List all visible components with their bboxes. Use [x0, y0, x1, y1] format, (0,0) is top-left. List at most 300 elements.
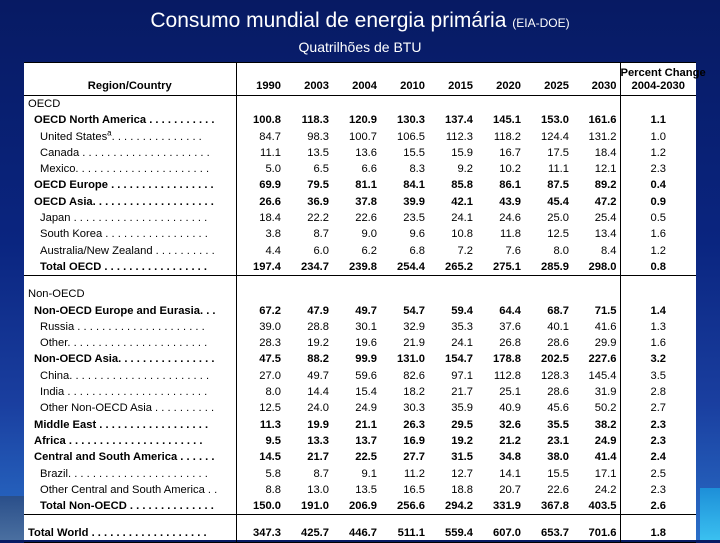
row-label-text: OECD Asia. . . . . . . . . . . . . . . . . . . . [34, 195, 214, 208]
row-label-text: Australia/New Zealand . . . . . . . . . . [40, 244, 215, 257]
table-row [24, 303, 696, 319]
value-cell: 21.7 [451, 386, 473, 399]
row-label-text: Brazil. . . . . . . . . . . . . . . . . . . . . . . [40, 467, 208, 480]
header-year: 2010 [380, 63, 428, 96]
value-cell: 18.2 [403, 386, 425, 399]
percent-change-cell: 1.6 [620, 335, 696, 351]
table-cell [284, 276, 332, 287]
value-cell: 403.5 [572, 498, 620, 515]
table-row [24, 400, 696, 416]
value-cell: 25.0 [547, 212, 569, 225]
row-label-text: South Korea . . . . . . . . . . . . . . . . . [40, 228, 208, 241]
value-cell: 8.3 [409, 163, 425, 176]
value-cell: 8.4 [600, 244, 617, 257]
value-cell: 84.1 [403, 179, 425, 192]
value-cell: 16.5 [403, 483, 425, 496]
value-cell: 15.4 [355, 386, 377, 399]
value-cell: 20.7 [499, 483, 521, 496]
value-cell: 13.6 [355, 146, 377, 159]
value-cell: 12.5 [547, 228, 569, 241]
value-cell: 25.1 [499, 386, 521, 399]
value-cell: 49.7 [355, 304, 377, 317]
table-cell [476, 96, 524, 113]
value-cell: 38.0 [547, 451, 569, 464]
table-row [24, 368, 696, 384]
value-cell: 11.1 [548, 163, 569, 176]
row-label-text: Middle East . . . . . . . . . . . . . . . . . . [34, 418, 209, 431]
table-row [24, 129, 696, 145]
value-cell: 12.1 [594, 163, 617, 176]
value-cell: 47.9 [307, 304, 329, 317]
spacer-row [24, 276, 696, 287]
value-cell: 39.0 [236, 319, 284, 335]
header-year: 2015 [428, 63, 476, 96]
table-cell [524, 96, 572, 113]
value-cell: 37.8 [355, 195, 377, 208]
value-cell: 24.9 [355, 402, 377, 415]
value-cell: 35.3 [451, 320, 473, 333]
table-row [24, 112, 696, 128]
value-cell: 145.4 [588, 369, 617, 382]
row-label [24, 194, 236, 210]
value-cell: 347.3 [236, 525, 284, 542]
table-cell [332, 515, 380, 526]
value-cell: 425.7 [284, 525, 332, 542]
value-cell: 43.9 [499, 195, 521, 208]
value-cell: 154.7 [445, 353, 473, 366]
value-cell: 106.5 [397, 130, 425, 143]
value-cell: 27.0 [236, 368, 284, 384]
table-row [24, 161, 696, 177]
value-cell: 446.7 [332, 525, 380, 542]
value-cell: 118.2 [493, 130, 521, 143]
table-cell [24, 276, 236, 287]
table-row [24, 319, 696, 335]
percent-change-cell: 0.9 [620, 194, 696, 210]
table-cell [524, 286, 572, 302]
value-cell: 27.7 [403, 451, 425, 464]
value-cell: 12.5 [236, 400, 284, 416]
row-label-text: Other Non-OECD Asia . . . . . . . . . . [40, 402, 215, 415]
row-label-text: Central and South America . . . . . . [34, 451, 215, 464]
row-label-text: Other Central and South America . . [40, 483, 218, 496]
value-cell: 24.0 [307, 402, 329, 415]
table-row [24, 259, 696, 276]
value-cell: 22.2 [307, 212, 329, 225]
value-cell: 10.2 [499, 163, 521, 176]
table-cell [572, 286, 620, 302]
table-cell [284, 515, 332, 526]
row-label [24, 482, 236, 498]
value-cell: 47.2 [594, 195, 617, 208]
table-cell [524, 515, 572, 526]
value-cell: 86.1 [499, 179, 521, 192]
table-row [24, 145, 696, 161]
row-label [24, 400, 236, 416]
value-cell: 19.2 [307, 337, 329, 350]
value-cell: 24.6 [499, 212, 521, 225]
value-cell: 42.1 [451, 195, 473, 208]
percent-change-cell: 1.0 [620, 129, 696, 145]
row-label [24, 498, 236, 515]
value-cell: 22.6 [547, 483, 569, 496]
value-cell: 8.7 [313, 228, 329, 241]
value-cell: 31.9 [594, 386, 617, 399]
percent-change-cell: 0.4 [620, 177, 696, 193]
value-cell: 9.5 [236, 433, 284, 449]
value-cell: 607.0 [476, 525, 524, 542]
row-label-text: Japan . . . . . . . . . . . . . . . . . . . . . . [40, 212, 208, 225]
value-cell: 99.9 [355, 353, 377, 366]
value-cell: 100.7 [349, 130, 377, 143]
row-label [24, 161, 236, 177]
table-cell [332, 276, 380, 287]
value-cell: 89.2 [594, 179, 617, 192]
percent-change-cell: 1.2 [620, 243, 696, 259]
percent-change-cell: 1.1 [620, 112, 696, 128]
row-label-text: OECD North America . . . . . . . . . . . [34, 114, 215, 127]
value-cell: 15.9 [451, 146, 473, 159]
value-cell: 59.6 [355, 369, 377, 382]
table-cell [236, 276, 284, 287]
value-cell: 100.8 [236, 112, 284, 128]
row-label-text: Non-OECD Europe and Eurasia. . . [34, 304, 216, 317]
table-row [24, 384, 696, 400]
value-cell: 13.7 [355, 434, 377, 447]
row-label-text: United States [40, 130, 108, 143]
value-cell: 275.1 [476, 259, 524, 276]
value-cell: 153.0 [541, 114, 569, 127]
value-cell: 24.1 [451, 212, 473, 225]
table-cell [620, 515, 696, 526]
value-cell: 28.8 [307, 320, 329, 333]
value-cell: 21.1 [355, 418, 377, 431]
value-cell: 6.6 [361, 163, 377, 176]
row-label [24, 525, 236, 542]
table-cell [236, 515, 284, 526]
value-cell: 331.9 [476, 498, 524, 515]
table-cell [428, 276, 476, 287]
table-row [24, 351, 696, 367]
value-cell: 8.8 [236, 482, 284, 498]
value-cell: 137.4 [445, 114, 473, 127]
value-cell: 112.8 [493, 369, 521, 382]
value-cell: 88.2 [307, 353, 329, 366]
percent-change-cell: 2.3 [620, 417, 696, 433]
value-cell: 16.9 [403, 434, 425, 447]
value-cell: 68.7 [547, 304, 569, 317]
value-cell: 87.5 [547, 179, 569, 192]
value-cell: 82.6 [403, 369, 425, 382]
value-cell: 36.9 [307, 195, 329, 208]
table-cell [284, 96, 332, 113]
table-row [24, 498, 696, 515]
table-cell [620, 286, 696, 302]
row-label-text: Canada . . . . . . . . . . . . . . . . . . . . . [40, 146, 210, 159]
value-cell: 15.5 [547, 467, 569, 480]
value-cell: 145.1 [493, 114, 521, 127]
value-cell: 45.4 [547, 195, 569, 208]
value-cell: 191.0 [284, 498, 332, 515]
percent-change-cell: 3.2 [620, 351, 696, 367]
row-label-text: India . . . . . . . . . . . . . . . . . . . . . . . [40, 386, 208, 399]
value-cell: 32.6 [499, 418, 521, 431]
value-cell: 50.2 [594, 402, 617, 415]
value-cell: 24.9 [594, 434, 617, 447]
header-year: 2030 [572, 63, 620, 96]
value-cell: 256.6 [380, 498, 428, 515]
value-cell: 30.1 [355, 320, 377, 333]
value-cell: 11.2 [404, 467, 425, 480]
row-label-text: Russia . . . . . . . . . . . . . . . . . . . . . [40, 320, 205, 333]
value-cell: 24.1 [451, 337, 473, 350]
header-year: 2025 [524, 63, 572, 96]
table-row [24, 226, 696, 242]
value-cell: 234.7 [284, 259, 332, 276]
value-cell: 29.5 [451, 418, 473, 431]
value-cell: 5.0 [236, 161, 284, 177]
row-label-text: China. . . . . . . . . . . . . . . . . . . . . . . [40, 369, 210, 382]
value-cell: 17.1 [594, 467, 617, 480]
value-cell: 39.9 [403, 195, 425, 208]
value-cell: 97.1 [451, 369, 473, 382]
slide-title-source: (EIA-DOE) [512, 16, 570, 30]
value-cell: 197.4 [236, 259, 284, 276]
value-cell: 79.5 [307, 179, 329, 192]
value-cell: 30.3 [403, 402, 425, 415]
row-label [24, 417, 236, 433]
value-cell: 131.2 [588, 130, 617, 143]
table-cell [476, 515, 524, 526]
value-cell: 653.7 [524, 525, 572, 542]
percent-change-cell: 1.3 [620, 319, 696, 335]
value-cell: 161.6 [588, 114, 617, 127]
value-cell: 40.1 [547, 320, 569, 333]
row-label-text: Africa . . . . . . . . . . . . . . . . . . . . . . [34, 434, 203, 447]
energy-consumption-table [24, 62, 706, 543]
table-row [24, 335, 696, 351]
value-cell: 22.6 [355, 212, 377, 225]
table-row [24, 417, 696, 433]
value-cell: 14.4 [307, 386, 329, 399]
value-cell: 118.3 [301, 114, 329, 127]
value-cell: 10.8 [451, 228, 473, 241]
row-label [24, 226, 236, 242]
value-cell: 124.4 [541, 130, 569, 143]
percent-change-cell: 1.2 [620, 145, 696, 161]
value-cell: 298.0 [572, 259, 620, 276]
table-cell [476, 286, 524, 302]
row-label-text: Non-OECD Asia. . . . . . . . . . . . . . . . [34, 353, 215, 366]
table-cell [572, 276, 620, 287]
table-cell [380, 96, 428, 113]
value-cell: 8.7 [313, 467, 329, 480]
row-label [24, 259, 236, 276]
header-year: 1990 [236, 63, 284, 96]
value-cell: 254.4 [380, 259, 428, 276]
value-cell: 23.5 [403, 212, 425, 225]
value-cell: 21.2 [499, 434, 521, 447]
value-cell: 11.3 [236, 417, 284, 433]
row-label [24, 319, 236, 335]
value-cell: 227.6 [588, 353, 617, 366]
percent-change-cell: 0.8 [620, 259, 696, 276]
value-cell: 6.2 [361, 244, 377, 257]
percent-change-cell: 2.7 [620, 400, 696, 416]
value-cell: 9.0 [361, 228, 377, 241]
footnote-marker: a [107, 127, 112, 137]
percent-change-cell: 2.6 [620, 498, 696, 515]
data-table-sheet [24, 62, 706, 540]
row-label [24, 449, 236, 465]
value-cell: 26.6 [236, 194, 284, 210]
table-header [24, 63, 706, 96]
slide-title [0, 8, 720, 36]
value-cell: 701.6 [572, 525, 620, 542]
value-cell: 37.6 [499, 320, 521, 333]
percent-change-cell: 2.3 [620, 161, 696, 177]
value-cell: 120.9 [349, 114, 377, 127]
value-cell: 9.1 [361, 467, 377, 480]
table-cell [524, 276, 572, 287]
value-cell: 32.9 [403, 320, 425, 333]
row-label [24, 303, 236, 319]
row-label-text: OECD Europe . . . . . . . . . . . . . . . . . [34, 179, 214, 192]
table-row [24, 243, 696, 259]
percent-change-cell: 0.5 [620, 210, 696, 226]
row-label [24, 145, 236, 161]
value-cell: 34.8 [499, 451, 521, 464]
header-year: 2004 [332, 63, 380, 96]
value-cell: 4.4 [236, 243, 284, 259]
table-cell [380, 276, 428, 287]
percent-change-cell: 2.8 [620, 384, 696, 400]
table-cell [620, 276, 696, 287]
value-cell: 559.4 [428, 525, 476, 542]
row-label [24, 351, 236, 367]
table-cell [428, 515, 476, 526]
value-cell: 14.1 [499, 467, 521, 480]
value-cell: 112.3 [445, 130, 473, 143]
value-cell: 130.3 [397, 114, 425, 127]
value-cell: 64.4 [499, 304, 521, 317]
slide-subtitle: Quatrilhões de BTU [298, 39, 422, 55]
value-cell: 8.0 [553, 244, 569, 257]
value-cell: 13.5 [307, 146, 329, 159]
value-cell: 16.7 [499, 146, 521, 159]
section-label: Non-OECD [28, 288, 85, 301]
background-decoration-right [700, 488, 720, 540]
value-cell: 59.4 [451, 304, 473, 317]
row-label [24, 177, 236, 193]
value-cell: 13.5 [355, 483, 377, 496]
background-decoration-left [0, 496, 24, 540]
value-cell: 26.3 [403, 418, 425, 431]
value-cell: 35.5 [547, 418, 569, 431]
value-cell: 6.5 [313, 163, 329, 176]
value-cell: 367.8 [524, 498, 572, 515]
value-cell: 13.3 [307, 434, 329, 447]
value-cell: 47.5 [236, 351, 284, 367]
value-cell: 45.6 [547, 402, 569, 415]
value-cell: 14.5 [236, 449, 284, 465]
row-label [24, 433, 236, 449]
value-cell: 19.9 [307, 418, 329, 431]
value-cell: 294.2 [428, 498, 476, 515]
row-label-text: Total OECD . . . . . . . . . . . . . . . . . [40, 260, 208, 273]
section-non-oecd [24, 286, 696, 302]
value-cell: 6.8 [409, 244, 425, 257]
table-cell [284, 286, 332, 302]
table-cell [620, 96, 696, 113]
percent-change-cell: 3.5 [620, 368, 696, 384]
table-cell [380, 515, 428, 526]
value-cell: 128.3 [541, 369, 569, 382]
table-row [24, 177, 696, 193]
value-cell: 25.4 [594, 212, 617, 225]
row-label [24, 368, 236, 384]
value-cell: 41.6 [594, 320, 617, 333]
value-cell: 178.8 [493, 353, 521, 366]
table-row [24, 482, 696, 498]
slide-title-main: Consumo mundial de energia primária [150, 9, 507, 32]
value-cell: 28.3 [236, 335, 284, 351]
percent-change-cell: 1.6 [620, 226, 696, 242]
percent-change-cell: 2.5 [620, 466, 696, 482]
value-cell: 12.7 [451, 467, 473, 480]
value-cell: 11.1 [236, 145, 284, 161]
row-label [24, 112, 236, 128]
table-cell [24, 515, 236, 526]
table-row [24, 525, 696, 542]
table-cell [332, 286, 380, 302]
section-label: OECD [28, 98, 61, 110]
leader-dots: . . . . . . . . . . . . . . . [111, 130, 202, 143]
row-label-text: Other. . . . . . . . . . . . . . . . . . . . . . . [40, 337, 208, 350]
value-cell: 285.9 [524, 259, 572, 276]
value-cell: 69.9 [236, 177, 284, 193]
value-cell: 23.1 [547, 434, 569, 447]
value-cell: 13.0 [307, 483, 329, 496]
value-cell: 9.2 [457, 163, 473, 176]
spacer-row [24, 515, 696, 526]
header-year: 2003 [284, 63, 332, 96]
value-cell: 84.7 [236, 129, 284, 145]
value-cell: 19.2 [451, 434, 473, 447]
value-cell: 6.0 [313, 244, 329, 257]
table-cell [236, 286, 284, 302]
header-percent-change: Percent Change 2004-2030 [620, 63, 696, 96]
table-cell [476, 276, 524, 287]
value-cell: 5.8 [236, 466, 284, 482]
value-cell: 150.0 [236, 498, 284, 515]
value-cell: 21.9 [403, 337, 425, 350]
table-cell [572, 515, 620, 526]
value-cell: 22.5 [355, 451, 377, 464]
table-cell [236, 96, 284, 113]
table-cell [332, 96, 380, 113]
value-cell: 3.8 [236, 226, 284, 242]
value-cell: 21.7 [307, 451, 329, 464]
table-row [24, 433, 696, 449]
value-cell: 11.8 [500, 228, 521, 241]
value-cell: 7.2 [457, 244, 473, 257]
value-cell: 13.4 [594, 228, 617, 241]
value-cell: 131.0 [397, 353, 425, 366]
value-cell: 265.2 [428, 259, 476, 276]
table-cell [428, 96, 476, 113]
value-cell: 202.5 [541, 353, 569, 366]
